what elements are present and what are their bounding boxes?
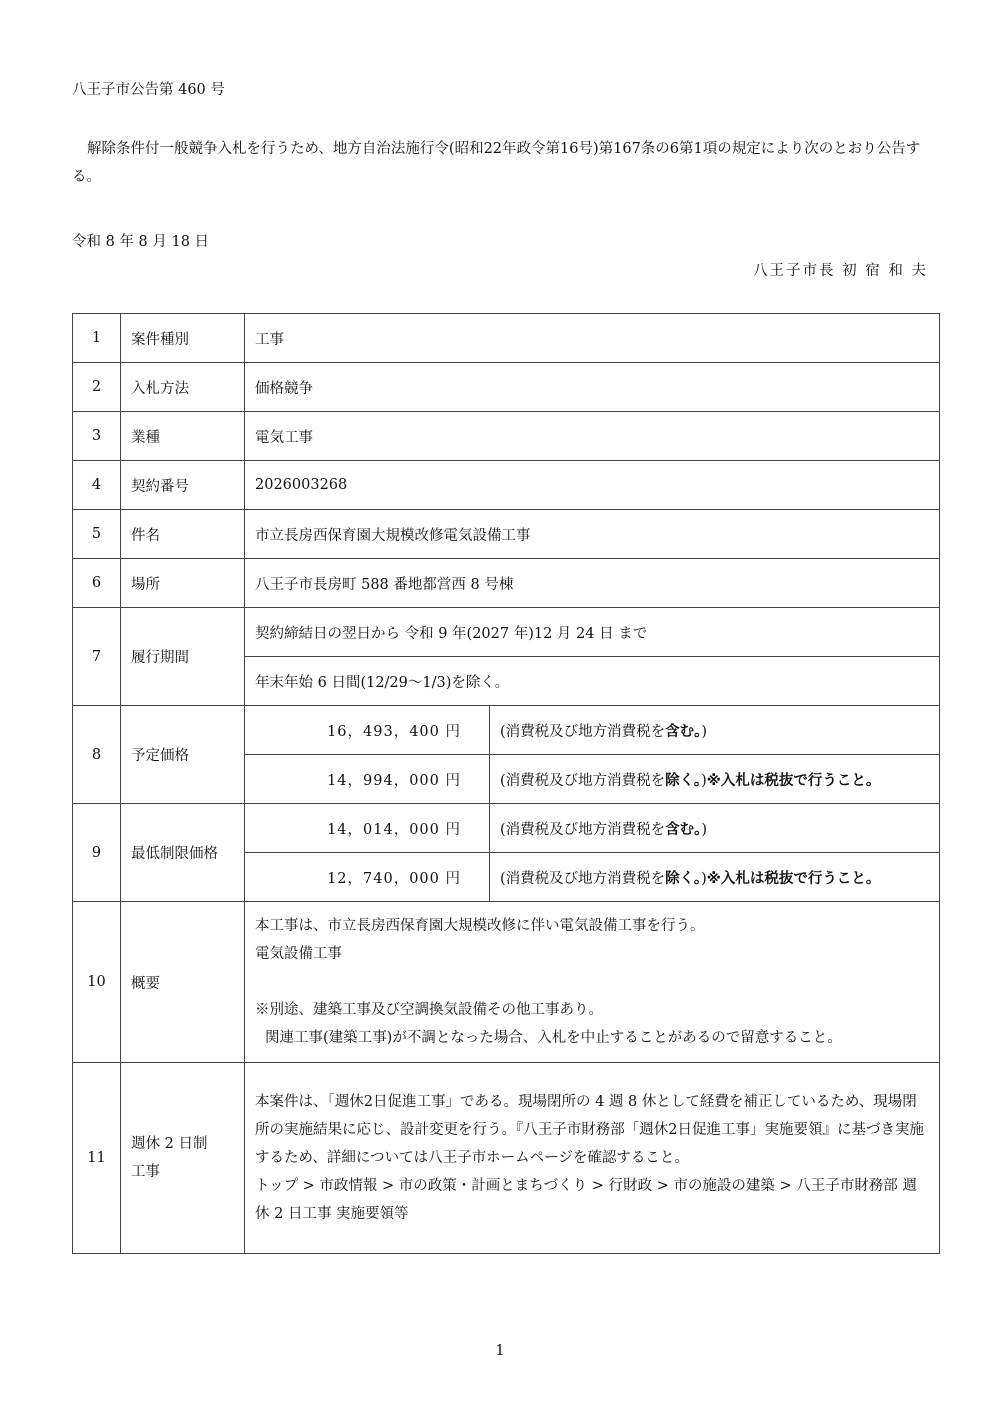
notice-date: 令和 8 年 8 月 18 日 — [72, 234, 210, 250]
table-row — [73, 804, 940, 853]
overview-note: ※別途、建築工事及び空調換気設備その他工事あり。 — [255, 1002, 603, 1018]
price-amount-incl-tax: 16，493，400 円 — [245, 706, 490, 755]
overview-cell — [245, 902, 940, 1063]
row-number: 4 — [73, 461, 121, 510]
row-number: 5 — [73, 510, 121, 559]
table-row — [73, 412, 940, 461]
intro-paragraph: 解除条件付一般競争入札を行うため、地方自治法施行令(昭和22年政令第16号)第167条の6第1項の規定により次のとおり公告する。 — [72, 141, 921, 185]
row-label: 案件種別 — [121, 314, 245, 363]
overview-line: 本工事は、市立長房西保育園大規模改修に伴い電気設備工事を行う。 — [255, 918, 705, 934]
min-price-amount-excl-tax: 12，740，000 円 — [245, 853, 490, 902]
min-price-amount-incl-tax: 14，014，000 円 — [245, 804, 490, 853]
row-number: 11 — [73, 1063, 121, 1254]
page-number: 1 — [495, 1343, 505, 1359]
row-number: 8 — [73, 706, 121, 804]
row-label: 週休 2 日制 工事 — [121, 1063, 245, 1254]
notice-number: 八王子市公告第 460 号 — [72, 82, 225, 98]
row-label: 入札方法 — [121, 363, 245, 412]
row-label: 履行期間 — [121, 608, 245, 706]
row-value: 2026003268 — [245, 461, 940, 510]
row-value: 八王子市長房町 588 番地都営西 8 号棟 — [245, 559, 940, 608]
two-day-off-text: 本案件は、「週休2日促進工事」である。現場閉所の 4 週 8 休として経費を補正しているため、現場閉所の実施結果に応じ、設計変更を行う。『八王子市財務部「週休2日促進工事」実施要領』に基づき実施するため、詳細については八王子市ホームページを確認すること。 — [255, 1094, 924, 1166]
row-label: 概要 — [121, 902, 245, 1063]
period-exclusion: 年末年始 6 日間(12/29～1/3)を除く。 — [245, 657, 940, 706]
overview-note: 関連工事(建築工事)が不調となった場合、入札を中止することがあるので留意すること。 — [265, 1030, 842, 1046]
row-value: 工事 — [245, 314, 940, 363]
table-row — [73, 510, 940, 559]
two-day-off-cell — [245, 1063, 940, 1254]
row-value: 価格競争 — [245, 363, 940, 412]
row-value: 電気工事 — [245, 412, 940, 461]
row-number: 3 — [73, 412, 121, 461]
period-line: 契約締結日の翌日から 令和 9 年(2027 年)12 月 24 日 まで — [245, 608, 940, 657]
row-label: 業種 — [121, 412, 245, 461]
row-label: 場所 — [121, 559, 245, 608]
price-note-excl-tax: (消費税及び地方消費税を除く。)※入札は税抜で行うこと。 — [490, 755, 940, 804]
row-number: 7 — [73, 608, 121, 706]
row-number: 10 — [73, 902, 121, 1063]
table-row — [73, 1063, 940, 1254]
table-row — [73, 902, 940, 1063]
row-value: 市立長房西保育園大規模改修電気設備工事 — [245, 510, 940, 559]
table-row — [73, 608, 940, 657]
price-amount-excl-tax: 14，994，000 円 — [245, 755, 490, 804]
min-price-note-incl-tax: (消費税及び地方消費税を含む。) — [490, 804, 940, 853]
table-row — [73, 461, 940, 510]
row-number: 9 — [73, 804, 121, 902]
min-price-note-excl-tax: (消費税及び地方消費税を除く。)※入札は税抜で行うこと。 — [490, 853, 940, 902]
mayor-signature: 八王子市長 初 宿 和 夫 — [753, 263, 928, 279]
row-label: 予定価格 — [121, 706, 245, 804]
price-note-incl-tax: (消費税及び地方消費税を含む。) — [490, 706, 940, 755]
tender-table — [72, 313, 940, 1254]
row-label: 件名 — [121, 510, 245, 559]
row-label: 最低制限価格 — [121, 804, 245, 902]
website-path: トップ > 市政情報 > 市の政策・計画とまちづくり > 行財政 > 市の施設の建築 > 八王子市財務部 週休 2 日工事 実施要領等 — [255, 1178, 917, 1222]
table-row — [73, 363, 940, 412]
table-row — [73, 559, 940, 608]
overview-line: 電気設備工事 — [255, 946, 342, 962]
row-number: 6 — [73, 559, 121, 608]
row-number: 2 — [73, 363, 121, 412]
row-number: 1 — [73, 314, 121, 363]
table-row — [73, 706, 940, 755]
table-row — [73, 314, 940, 363]
row-label: 契約番号 — [121, 461, 245, 510]
